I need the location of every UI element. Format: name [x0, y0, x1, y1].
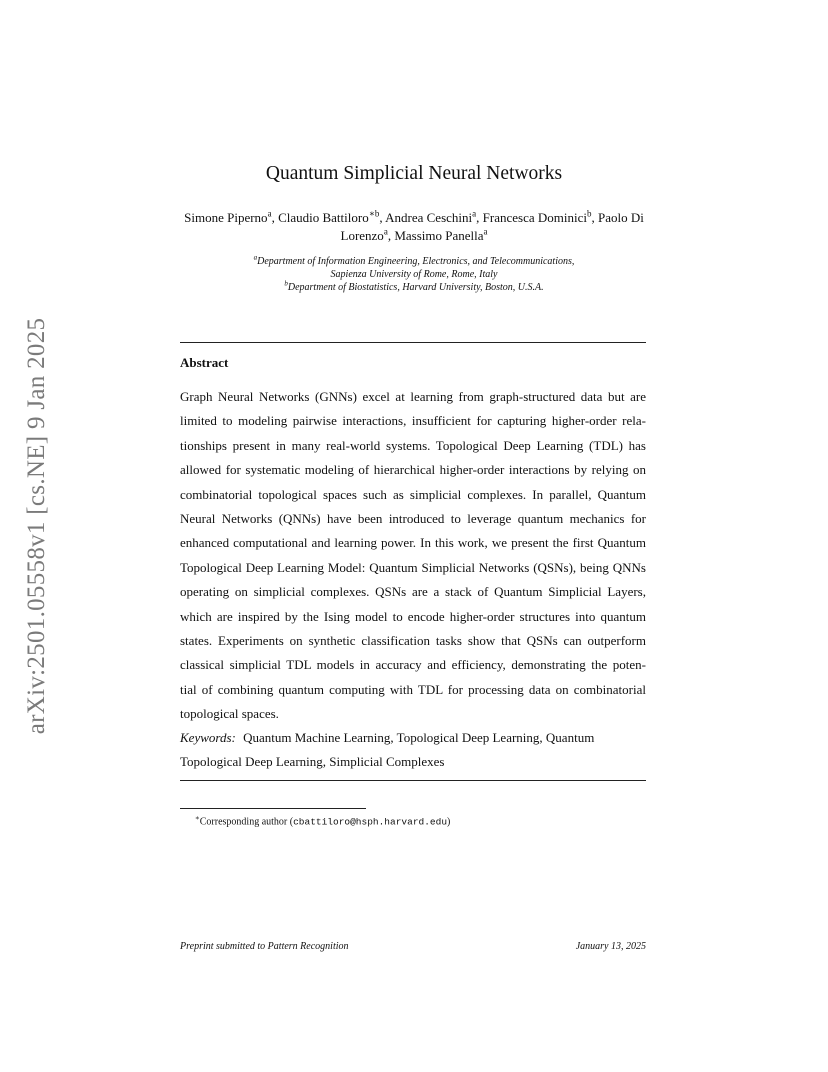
- abstract-line: limited to modeling pairwise interactions, insufficient for capturing higher-order rela-: [180, 413, 646, 429]
- author-separator: ,: [591, 210, 598, 225]
- author-name: Massimo Panella: [394, 228, 484, 243]
- affiliation-mark: b: [284, 279, 288, 288]
- abstract-line: tionships present in many real-world systems. Topological Deep Learning (TDL) has: [180, 437, 646, 453]
- abstract-bottom-rule: [180, 780, 646, 781]
- paper-title: Quantum Simplicial Neural Networks: [265, 163, 563, 184]
- abstract-line: Neural Networks (QNNs) have been introduced to leverage quantum mechanics for: [180, 511, 646, 527]
- corresponding-author-email[interactable]: cbattiloro@hsph.harvard.edu: [293, 816, 448, 828]
- corresponding-author-footnote: ∗Corresponding author (cbattiloro@hsph.harvard.edu): [195, 814, 451, 828]
- keywords: [180, 726, 646, 774]
- author-name: Paolo Di Lorenzo: [340, 210, 644, 243]
- abstract-line: combinatorial topological spaces such as simplicial complexes. In parallel, Quantum: [180, 486, 646, 502]
- affiliation-a-line2: Sapienza University of Rome, Rome, Italy: [330, 269, 498, 280]
- author-affiliation-mark: b: [586, 208, 592, 219]
- author-name: Francesca Dominici: [482, 210, 587, 225]
- affiliation-b: $^b$Department of Biostatistics, Harvard University, Boston, U.S.A.: [284, 279, 544, 293]
- keywords-line2: Topological Deep Learning, Simplicial Complexes: [180, 754, 445, 769]
- author-name: Simone Piperno: [184, 210, 268, 225]
- author-separator: ,: [271, 210, 279, 225]
- author-affiliation-mark: ∗b: [368, 208, 380, 219]
- affiliation-a-line1: $^a$Department of Information Engineering, Electronics, and Telecommunications,: [253, 253, 575, 267]
- author-affiliation-mark: a: [472, 208, 477, 219]
- preprint-venue: Preprint submitted to Pattern Recognition: [180, 941, 349, 952]
- abstract-top-rule: [180, 342, 646, 343]
- affiliations: [0, 255, 828, 294]
- abstract-line: classical simplicial TDL models in accuracy and efficiency, demonstrating the poten-: [180, 657, 646, 673]
- abstract-line: which are inspired by the Ising model to encode higher-order structures into quantum: [180, 608, 646, 624]
- author-affiliation-mark: a: [383, 226, 388, 237]
- footnote-mark: ∗: [195, 814, 200, 822]
- abstract-body: [180, 385, 646, 727]
- arxiv-identifier-stamp: arXiv:2501.05558v1 [cs.NE] 9 Jan 2025: [23, 317, 50, 735]
- author-name: Claudio Battiloro: [278, 210, 369, 225]
- keywords-label: Keywords:: [180, 730, 236, 745]
- author-name: Andrea Ceschini: [385, 210, 473, 225]
- abstract-line: Topological Deep Learning Model: Quantum Simplicial Networks (QSNs), being QNNs: [180, 559, 646, 575]
- abstract-line: tial of combining quantum computing with TDL for processing data on combinatorial: [180, 681, 646, 697]
- abstract-line: Graph Neural Networks (GNNs) excel at learning from graph-structured data but are: [180, 389, 646, 404]
- author-separator: ,: [476, 210, 483, 225]
- abstract-line: states. Experiments on synthetic classification tasks show that QSNs can outperform: [180, 633, 646, 649]
- abstract-line: enhanced computational and learning power. In this work, we present the first Quantum: [180, 535, 646, 551]
- affiliation-mark: a: [253, 253, 258, 262]
- abstract-line: topological spaces.: [180, 706, 279, 722]
- footnote-rule: [180, 808, 366, 809]
- keywords-line1: Keywords: Quantum Machine Learning, Topological Deep Learning, Quantum: [180, 730, 595, 745]
- author-affiliation-mark: a: [267, 208, 272, 219]
- preprint-date: January 13, 2025: [575, 941, 646, 952]
- abstract-line: operating on simplicial complexes. QSNs are a stack of Quantum Simplicial Layers,: [180, 584, 646, 600]
- abstract-heading: Abstract: [180, 355, 229, 370]
- author-list: [176, 209, 652, 245]
- author-separator: ,: [387, 228, 395, 243]
- author-separator: ,: [379, 210, 386, 225]
- abstract-line: allowed for systematic modeling of hierarchical higher-order interactions by relying on: [180, 462, 646, 478]
- author-affiliation-mark: a: [483, 226, 488, 237]
